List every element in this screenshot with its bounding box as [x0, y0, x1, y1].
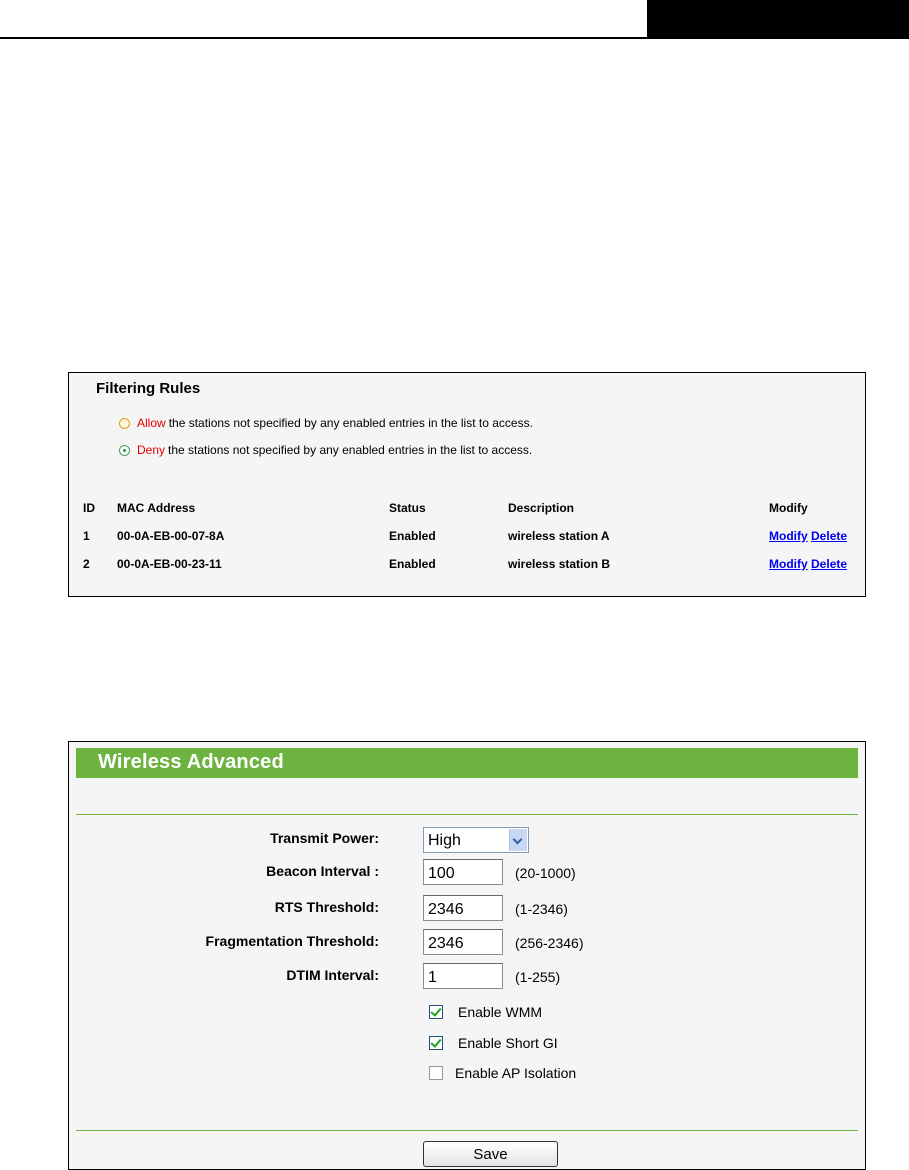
fragmentation-threshold-range: (256-2346) — [515, 935, 584, 951]
column-mac: MAC Address — [117, 501, 196, 515]
rts-threshold-input[interactable]: 2346 — [423, 895, 503, 921]
bottom-divider — [76, 1130, 858, 1131]
allow-option[interactable] — [119, 416, 533, 430]
enable-short-gi-option[interactable] — [429, 1035, 558, 1051]
enable-wmm-checkbox[interactable] — [429, 1005, 443, 1019]
row-status: Enabled — [389, 557, 436, 571]
row-status: Enabled — [389, 529, 436, 543]
save-button[interactable]: Save — [423, 1141, 558, 1167]
beacon-interval-input[interactable]: 100 — [423, 859, 503, 885]
column-id: ID — [83, 501, 95, 515]
wireless-advanced-panel — [68, 741, 866, 1170]
delete-link[interactable]: Delete — [811, 529, 848, 543]
transmit-power-value: High — [428, 832, 461, 849]
dtim-interval-range: (1-255) — [515, 969, 561, 985]
allow-text: the stations not specified by any enabled entries in the list to access. — [168, 416, 533, 430]
row-mac: 00-0A-EB-00-23-11 — [117, 557, 222, 571]
row-description: wireless station B — [508, 557, 611, 571]
rts-threshold-range: (1-2346) — [515, 901, 568, 917]
row-actions — [769, 529, 847, 543]
column-status: Status — [389, 501, 426, 515]
page-title: Wireless Advanced — [98, 751, 284, 773]
deny-keyword: Deny — [137, 443, 166, 457]
modify-link[interactable]: Modify — [769, 557, 808, 571]
fragmentation-threshold-input[interactable]: 2346 — [423, 929, 503, 955]
delete-link[interactable]: Delete — [811, 557, 848, 571]
modify-link[interactable]: Modify — [769, 529, 808, 543]
column-modify: Modify — [769, 501, 808, 515]
row-description: wireless station A — [508, 529, 610, 543]
filtering-rules-panel — [68, 372, 866, 597]
filtering-rules-title: Filtering Rules — [96, 380, 201, 397]
enable-short-gi-checkbox[interactable] — [429, 1036, 443, 1050]
enable-ap-isolation-checkbox[interactable] — [429, 1066, 443, 1080]
dtim-interval-input[interactable]: 1 — [423, 963, 503, 989]
header-rule — [0, 37, 909, 39]
chevron-down-icon[interactable] — [509, 829, 527, 851]
top-divider — [76, 814, 858, 815]
transmit-power-label: Transmit Power: — [270, 830, 379, 846]
fragmentation-threshold-label: Fragmentation Threshold: — [205, 933, 379, 949]
enable-wmm-option[interactable] — [429, 1004, 542, 1020]
enable-ap-isolation-option[interactable] — [429, 1065, 576, 1081]
allow-radio[interactable] — [119, 418, 130, 429]
deny-radio[interactable] — [119, 445, 130, 456]
rts-threshold-label: RTS Threshold: — [274, 899, 379, 915]
column-description: Description — [508, 501, 575, 515]
row-id: 2 — [83, 557, 90, 571]
deny-option[interactable] — [119, 443, 532, 457]
transmit-power-select[interactable] — [423, 827, 529, 853]
row-id: 1 — [83, 529, 90, 543]
beacon-interval-range: (20-1000) — [515, 865, 576, 881]
dtim-interval-label: DTIM Interval: — [286, 967, 379, 983]
header-black-block — [647, 0, 909, 38]
row-actions — [769, 557, 847, 571]
beacon-interval-label: Beacon Interval : — [266, 863, 379, 879]
enable-ap-isolation-label: Enable AP Isolation — [455, 1065, 577, 1081]
deny-text: the stations not specified by any enabled entries in the list to access. — [168, 443, 533, 457]
allow-keyword: Allow — [137, 416, 166, 430]
row-mac: 00-0A-EB-00-07-8A — [117, 529, 225, 543]
wireless-advanced-header — [76, 748, 858, 778]
enable-short-gi-label: Enable Short GI — [458, 1035, 558, 1051]
enable-wmm-label: Enable WMM — [458, 1004, 543, 1020]
